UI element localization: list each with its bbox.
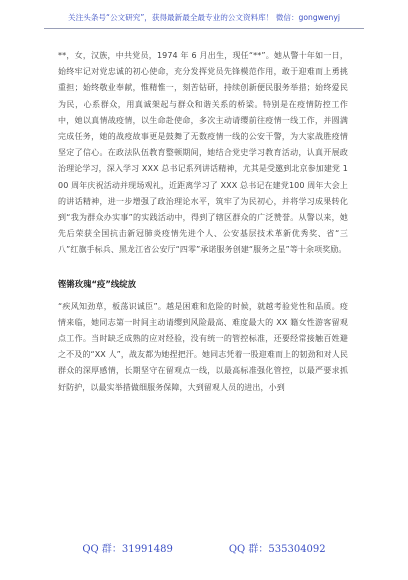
profile-paragraph: **，女，汉族，中共党员，1974 年 6 月出生，现任“**”。她从警十年如一日，始终牢记对党忠诚的初心使命，充分发挥党员先锋模范作用，敢于迎难而上勇挑重担；始终敬业奉献，惟精惟一，刻苦钻研，持续创新便民服务举措；始终爱民为民，心系群众，用真诚架起与群众和谐关系的桥梁。特别是在疫情防控工作中，她以真情战疫情，以生命赴使命，多次主动请缨前往疫情一线工作，并圆满完成任务，她的战疫故事更是鼓舞了无数疫情一线的公安干警，为大家战胜疫情坚定了信心。在政法队伍教育整顿期间，她结合党史学习教育活动，认真开展政治理论学习，深入学习 XXX 总书记系列讲话精神，尤其是受邀到北京参加建党 100 周年庆祝活动并现场观礼，近距离学习了 XXX 总书记在建党100 周年大会上的讲话精神，进一步增强了政治理论水平，筑牢了为民初心，并将学习成果转化到“我为群众办实事”的实践活动中，得到了辖区群众的广泛赞誉。从警以来，她先后荣获全国抗击新冠肺炎疫情先进个人、公安基层技术革新优秀奖、省“三八”红旗手标兵、黑龙江省公安厅“四零”承诺服务创建“服务之星”等十余项奖励。 <box>58 51 348 255</box>
header-text: 关注头条号“公文研究”，获得最新最全最专业的公文资料库！ 微信：gongwenyj <box>68 12 340 22</box>
document-body <box>58 48 348 396</box>
section-heading: 铿锵玫瑰“疫”线绽放 <box>58 278 137 289</box>
page-footer <box>0 540 408 555</box>
page-header <box>44 6 364 29</box>
footer-qq-group-1: QQ 群：31991489 <box>82 544 173 555</box>
section-paragraph: “疾风知劲草，板荡识诚臣”。越是困难和危险的时候，就越考验党性和品质。疫情来临，她同志第一时间主动请缨到风险最高、难度最大的 XX 籍女性游客留观点工作。当时缺乏成熟的应对经验，没有统一的管控标准，还要经常接触百姓避之不及的“XX 人”，战友都为她捏把汗。她同志凭着一股迎难而上的韧劲和对人民群众的深厚感情，长期坚守在留观点一线，以最高标准强化管控，以最严要求抓好防护，以最实举措做细服务保障，大到留观人员的进出，小到 <box>58 301 348 392</box>
footer-qq-group-2: QQ 群：535304092 <box>228 544 326 555</box>
